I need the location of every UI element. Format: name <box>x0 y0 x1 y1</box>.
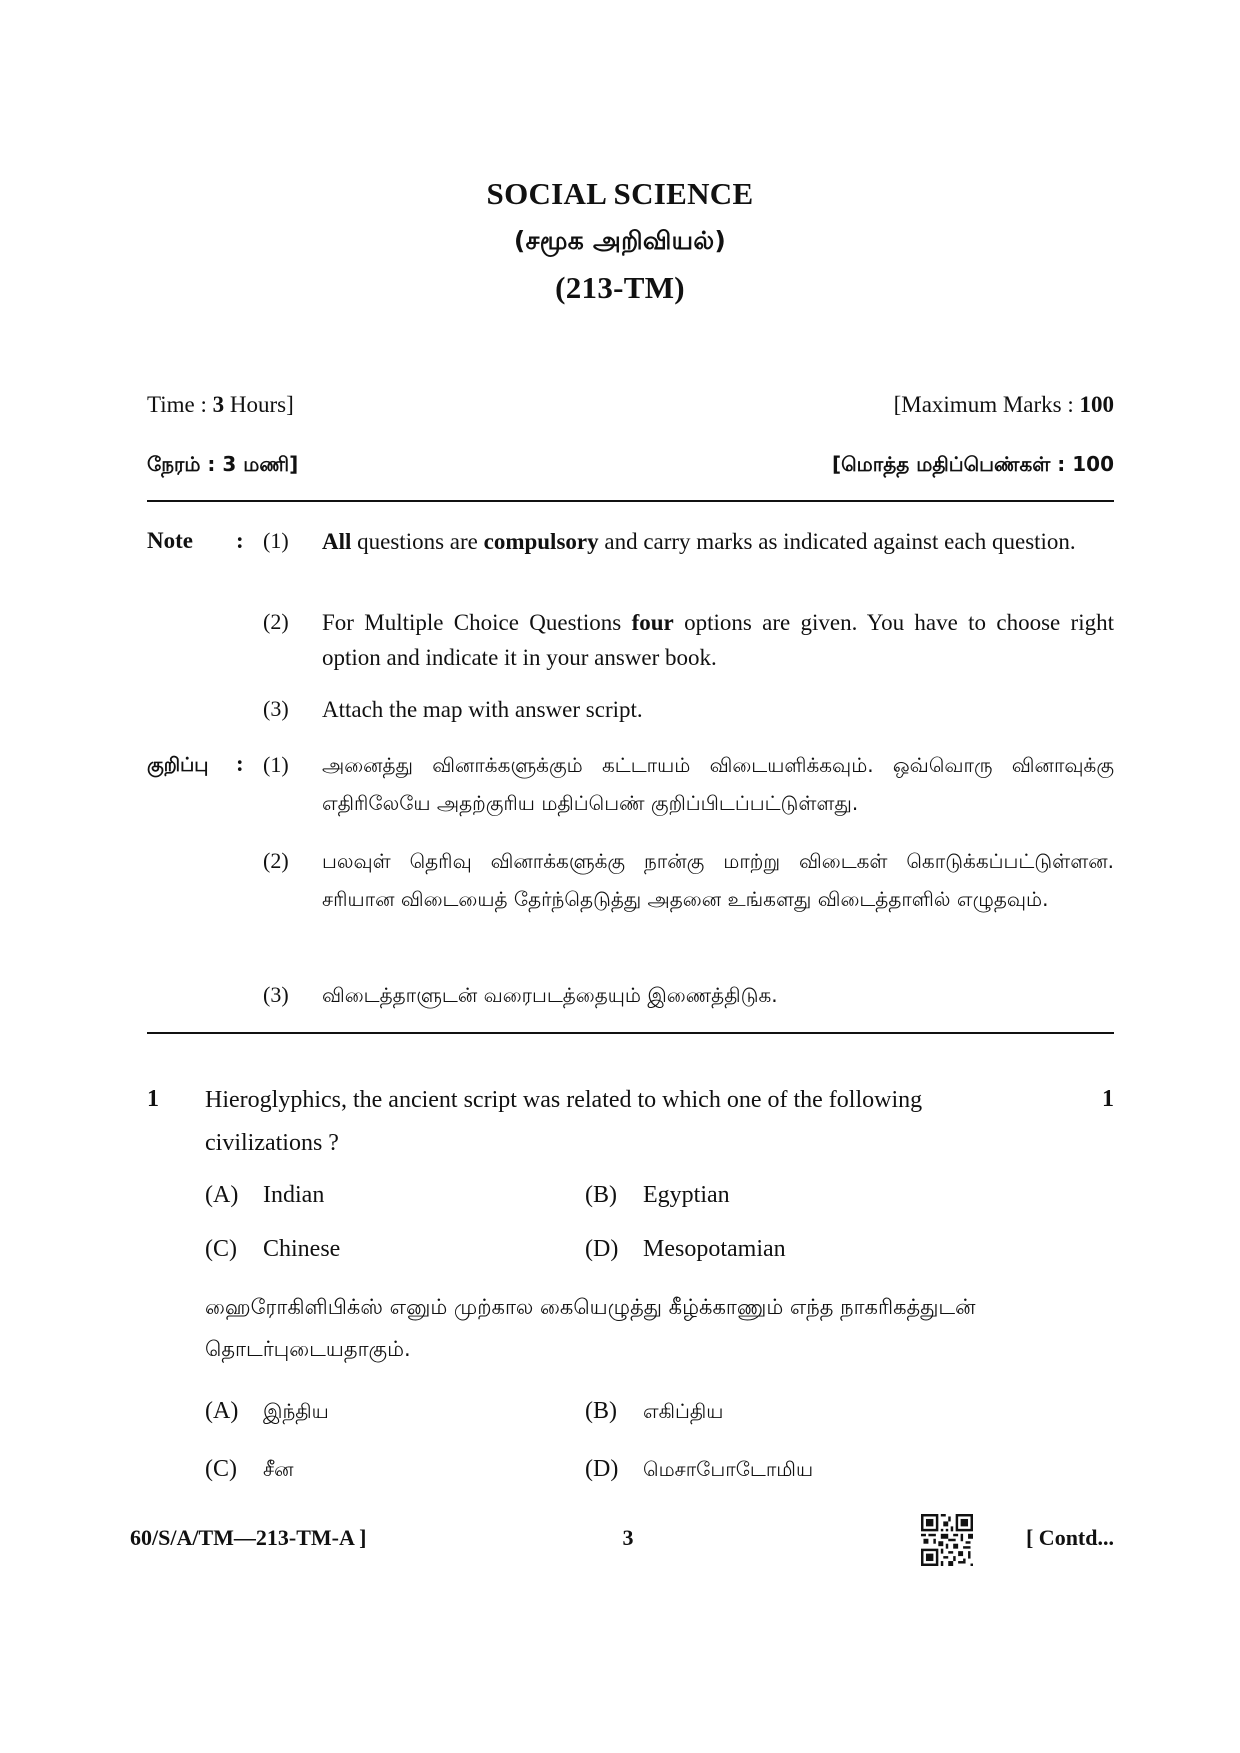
option-a-tamil-label: (A) <box>205 1398 239 1424</box>
option-d-tamil <box>585 1456 813 1484</box>
option-b-tamil <box>585 1398 723 1426</box>
note-colon-tamil: : <box>236 751 244 776</box>
option-b-tamil-label: (B) <box>585 1398 617 1424</box>
option-b-tamil-value: எகிப்திய <box>643 1399 724 1423</box>
question-number: 1 <box>147 1086 159 1112</box>
note-ta-2-number: (2) <box>263 848 289 873</box>
time-info <box>147 392 294 418</box>
option-a <box>205 1182 324 1209</box>
time-marks-row-tamil <box>147 452 1114 479</box>
note-ta-3-number: (3) <box>263 982 289 1007</box>
max-marks-info-tamil: [மொத்த மதிப்பெண்கள் : 100 <box>831 452 1114 476</box>
option-a-tamil-value: இந்திய <box>263 1399 329 1423</box>
note-en-1-number: (1) <box>263 528 289 553</box>
divider-top <box>147 500 1114 502</box>
option-c-value: Chinese <box>263 1236 341 1262</box>
time-value: 3 <box>212 392 225 417</box>
qr-code-icon <box>921 1514 973 1566</box>
note-en-1-bold-1: All <box>322 529 352 554</box>
page-number: 3 <box>622 1525 634 1550</box>
option-d-value: Mesopotamian <box>643 1236 786 1262</box>
max-marks-label: [Maximum Marks : <box>893 392 1080 417</box>
question-text: Hieroglyphics, the ancient script was related to which one of the following civilizations ? <box>205 1087 923 1156</box>
max-marks-value: 100 <box>1079 392 1114 417</box>
option-c-tamil-label: (C) <box>205 1456 237 1482</box>
note-en-2-number: (2) <box>263 609 289 634</box>
option-d-tamil-label: (D) <box>585 1456 619 1482</box>
note-label: Note <box>147 528 193 553</box>
divider-bottom <box>147 1032 1114 1034</box>
time-label: Time : <box>147 392 213 417</box>
note-label-tamil <box>147 751 208 779</box>
note-en-2-pre: For Multiple Choice Questions <box>322 610 632 635</box>
option-a-value: Indian <box>263 1182 325 1208</box>
option-d-tamil-value: மெசாபோடோமிய <box>643 1457 814 1481</box>
continued-label: [ Contd... <box>1025 1525 1114 1550</box>
note-en-1-text <box>322 524 1114 559</box>
note-en-3-number: (3) <box>263 696 289 721</box>
option-c-tamil-value: சீன <box>263 1457 294 1481</box>
note-en-2-rest: options are given. You have to choose right option and indicate it in your answer book. <box>322 610 1114 670</box>
note-en-1-post: and carry marks as indicated against each question. <box>598 529 1076 554</box>
subject-code: (213-TM) <box>555 270 685 305</box>
option-c <box>205 1236 340 1263</box>
note-en-2-text <box>322 605 1114 675</box>
note-label-tamil-text: குறிப்பு <box>147 754 209 776</box>
question-marks: 1 <box>1102 1086 1114 1112</box>
note-en-1-bold-2: compulsory <box>483 529 599 554</box>
option-d-label: (D) <box>585 1236 619 1262</box>
time-info-tamil: நேரம் : 3 மணி] <box>147 452 299 476</box>
note-ta-2-text: பலவுள் தெரிவு வினாக்களுக்கு நான்கு மாற்று விடைகள் கொடுக்கப்பட்டுள்ளன. சரியான விடையைத் தேர்ந்தெடுத்து அதனை உங்களது விடைத்தாளில் எழுதவும். <box>322 849 1114 911</box>
note-en-1-mid: questions are <box>351 529 484 554</box>
document-header <box>0 170 1240 311</box>
option-c-label: (C) <box>205 1236 237 1262</box>
subject-title: SOCIAL SCIENCE <box>486 176 754 211</box>
max-marks-info <box>894 392 1114 418</box>
paper-code: 60/S/A/TM—213-TM-A ] <box>130 1525 367 1550</box>
option-a-tamil <box>205 1398 329 1426</box>
option-b-value: Egyptian <box>643 1182 730 1208</box>
time-unit: Hours] <box>224 392 294 417</box>
note-en-3-text: Attach the map with answer script. <box>322 697 643 722</box>
note-ta-1-number: (1) <box>263 752 289 777</box>
question-text-tamil: ஹைரோகிளிபிக்ஸ் எனும் முற்கால கையெழுத்து கீழ்க்காணும் எந்த நாகரிகத்துடன் தொடர்புடையதாகும். <box>205 1295 976 1361</box>
note-ta-1-text: அனைத்து வினாக்களுக்கும் கட்டாயம் விடையளிக்கவும். ஒவ்வொரு வினாவுக்கு எதிரிலேயே அதற்குரிய மதிப்பெண் குறிப்பிடப்பட்டுள்ளது. <box>322 753 1114 815</box>
time-marks-row <box>147 392 1114 418</box>
note-ta-3-text: விடைத்தாளுடன் வரைபடத்தையும் இணைத்திடுக. <box>322 983 778 1007</box>
option-a-label: (A) <box>205 1182 239 1208</box>
option-d <box>585 1236 786 1263</box>
option-b <box>585 1182 730 1209</box>
option-c-tamil <box>205 1456 293 1484</box>
option-b-label: (B) <box>585 1182 617 1208</box>
note-colon: : <box>236 528 244 553</box>
subject-title-tamil: (சமூக அறிவியல்) <box>513 226 727 255</box>
note-en-2-bold: four <box>631 610 674 635</box>
